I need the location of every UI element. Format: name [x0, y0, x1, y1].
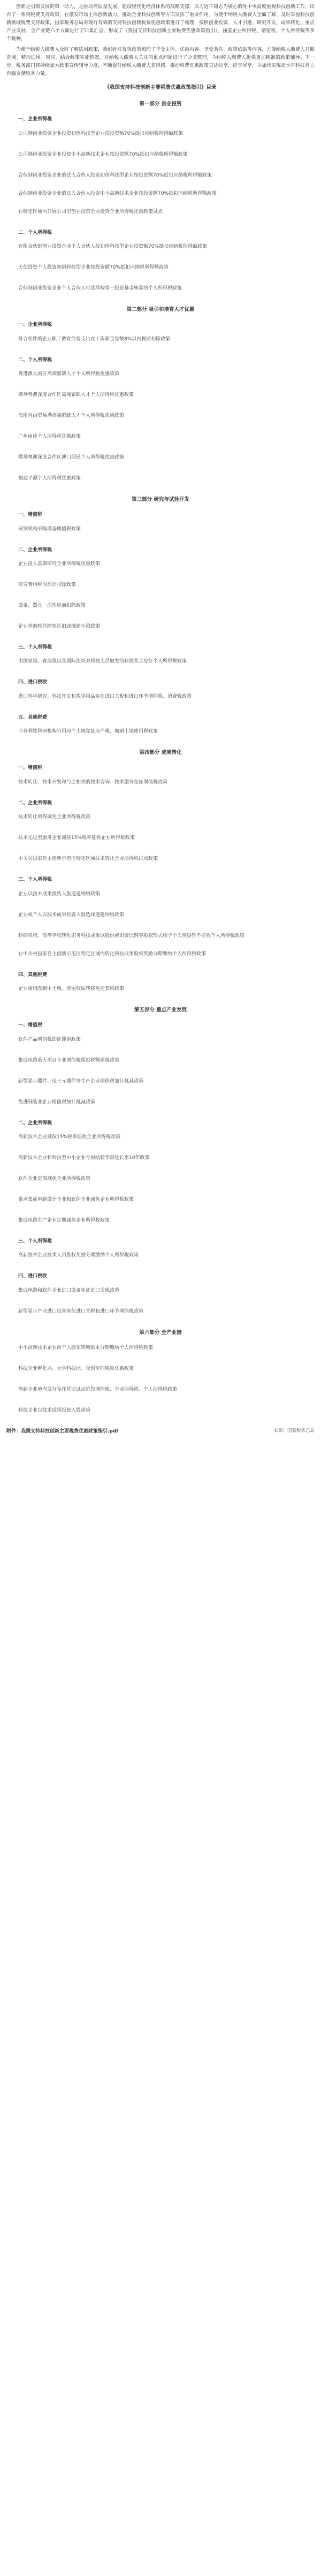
toc-item: 进口科学研究、科技开发和教学用品免征进口关税和进口环节增值税、消费税政策: [18, 693, 192, 699]
toc-item: 企业外购软件缩短折旧或摊销年限政策: [18, 624, 101, 630]
toc-item: 科研机构、高等学校转化职务科技成果以股份或出资比例等股权形式给予个人奖励暂不征收个人所得税政策: [18, 933, 245, 939]
section-title: 一、企业所得税: [18, 117, 52, 123]
intro-text: [6, 3, 315, 78]
toc-item: 重点集成电路设计企业和软件企业减免企业所得税政策: [18, 1196, 134, 1202]
intro-paragraph-1: 创新是引领发展的第一动力，是推动高质量发展、建设现代化经济体系的战略支撑。以习近平同志为核心的党中央高度重视科技创新工作，出台了一系列税费支持政策，在激发市场主体创新活力、推动企业科技创新等方面发挥了重要作用。为便于纳税人缴费人全面了解、及时掌握科技创新领域税费支持政策，国家税务总局对现行有效的支持科技创新税费优惠政策进行了梳理，按照创业投资、人才引进、研究开发、成果转化、重点产业发展、全产业链六个方面进行了归集汇总，形成了《我国支持科技创新主要税费优惠政策指引》，涵盖企业所得税、增值税、个人所得税等多个税种。: [6, 4, 315, 42]
toc-item: 有限合伙制创业投资企业个人合伙人按初创科技型企业投资额70%抵扣应纳税所得额政策: [18, 244, 208, 250]
toc-item: 技术转让所得减免企业所得税政策: [18, 814, 91, 820]
toc-item: 合伙制创业投资企业的法人合伙人投资初创科技型企业按投资额70%抵扣应纳税所得额政策: [18, 172, 212, 178]
section-title: 二、企业所得税: [18, 1120, 52, 1126]
source-note: 来源：国家税务总局: [273, 1428, 315, 1434]
part-title: 第四部分 成果转化: [139, 750, 182, 756]
part-title: 第一部分 创业投资: [139, 101, 182, 108]
toc-item: 企业以技术成果投资入股递延纳税政策: [18, 891, 101, 897]
toc-item: 新型显示器件、电子元器件等生产企业增值税加计抵减政策: [18, 1078, 144, 1084]
toc-item: 在特定区域内开展公司型创业投资企业投资企业所得税优惠政策试点: [18, 209, 163, 215]
toc-item: 新型显示产业进口设备免征进口关税和进口环节增值税政策: [18, 1308, 144, 1314]
toc-item: 高新技术企业技术人员股权奖励分期缴纳个人所得税政策: [18, 1253, 139, 1259]
toc-item: 由国家级、省部级以及国际组织对科技人员颁发的科技奖金免征个人所得税政策: [18, 659, 187, 665]
toc-item: 合伙制创业投资企业个人合伙人可选择按单一投资基金核算的个人所得税政策: [18, 286, 182, 292]
section-title: 二、个人所得税: [18, 357, 52, 363]
section-title: 二、企业所得税: [18, 547, 52, 553]
toc-item: 企业重组改制中土地、房屋权属转移免征契税政策: [18, 986, 125, 992]
toc-item: 科技企业以技术成果投资入股政策: [18, 1407, 91, 1413]
toc-item: 天使投资个人投资初创科技型企业按投资额70%抵扣应纳税所得额政策: [18, 265, 169, 271]
section-title: 一、增值税: [18, 1023, 43, 1028]
part-title: 第三部分 研究与试验开发: [132, 497, 189, 503]
toc-item: 海南自由贸易港高端紧缺人才个人所得税优惠政策: [18, 413, 125, 419]
toc-item: 科技企业孵化器、大学科技园、众创空间税收优惠政策: [18, 1366, 134, 1371]
toc-item: 粤港澳大湾区高端紧缺人才个人所得税优惠政策: [18, 371, 120, 377]
section-title: 四、进口税收: [18, 680, 48, 685]
toc-item: 横琴粤澳深度合作区高端紧缺人才个人所得税优惠政策: [18, 392, 134, 398]
toc-item: 福建平潭个人所得税优惠政策: [18, 476, 81, 482]
toc-item: 研发费用税前加计扣除政策: [18, 582, 77, 588]
section-title: 一、增值税: [18, 765, 43, 771]
attachment-link[interactable]: 附件：我国支持科技创新主要税费优惠政策指引.pdf: [6, 1428, 119, 1434]
intro-paragraph-2: 为便于纳税人缴费人及时了解适用政策，我们针对每项政策梳理了享受主体、优惠内容、享受条件、政策依据等内容，方便纳税人缴费人对照查阅、精准适用。同时，结合政策实施情况，对纳税人缴费人关注的重点问题进行了分类整理，为纳税人缴费人提供更加精准的政策辅导。下一步，税务部门将持续加大政策宣传辅导力度，不断提升纳税人缴费人获得感，推动税费优惠政策直达快享、应享尽享，为加快实现高水平科技自立自强贡献税务力量。: [6, 47, 315, 77]
toc-item: 集成电路生产企业定期减免企业所得税政策: [18, 1217, 110, 1223]
toc-item: 合伙制创业投资企业的法人合伙人投资中小高新技术企业按投资额70%抵扣应纳税所得额政策: [18, 190, 217, 196]
toc-item: 研发机构采购设备增值税政策: [18, 526, 81, 532]
toc-item: 软件产品增值税即征即退政策: [18, 1037, 81, 1042]
toc: [6, 100, 315, 1414]
section-title: 四、其他税费: [18, 972, 48, 978]
toc-item: 在中关村国家自主创新示范区特定区域内转化科技成果股权奖励分期缴纳个人所得税政策: [18, 951, 207, 957]
section-title: 四、进口税收: [18, 1274, 48, 1279]
toc-item: 企业或个人以技术成果投资入股选择递延纳税政策: [18, 912, 125, 918]
toc-item: 广州南沙个人所得税优惠政策: [18, 434, 81, 440]
section-title: 一、企业所得税: [18, 322, 52, 328]
toc-item: 非营利性科研机构自用房产土地免征房产税、城镇土地使用税政策: [18, 729, 158, 735]
section-title: 三、个人所得税: [18, 877, 52, 883]
toc-item: 高新技术企业减按15%税率征收企业所得税政策: [18, 1134, 121, 1140]
toc-item: 技术转让、技术开发和与之相关的技术咨询、技术服务免征增值税政策: [18, 779, 168, 785]
toc-item: 软件企业定期减免企业所得税政策: [18, 1176, 91, 1182]
toc-item: 集成电路重大项目企业增值税留抵税额退税政策: [18, 1057, 120, 1063]
toc-item: 中小高新技术企业向个人股东转增股本分期缴纳个人所得税政策: [18, 1345, 154, 1351]
part-title: 第五部分 重点产业发展: [134, 1007, 187, 1013]
section-title: 三、个人所得税: [18, 645, 52, 651]
section-title: 二、个人所得税: [18, 230, 52, 235]
part-title: 第二部分 吸引和培育人才优惠: [126, 307, 195, 313]
toc-item: 中关村国家自主创新示范区特定区域技术转让企业所得税试点政策: [18, 856, 158, 862]
section-title: 二、企业所得税: [18, 800, 52, 806]
toc-title: 《我国支持科技创新主要税费优惠政策指引》目录: [104, 85, 217, 90]
part-title: 第六部分 全产业链: [139, 1329, 182, 1336]
toc-item: 横琴粤澳深度合作区澳门居民个人所得税优惠政策: [18, 455, 125, 461]
toc-item: 企业投入基础研究企业所得税优惠政策: [18, 561, 101, 567]
section-title: 五、其他税费: [18, 714, 48, 720]
toc-item: 集成电路和软件企业进口设备免征进口关税政策: [18, 1287, 120, 1293]
section-title: 一、增值税: [18, 512, 43, 518]
toc-item: 高新技术企业和科技型中小企业亏损结转年限延长至10年政策: [18, 1155, 150, 1161]
toc-item: 符合条件的企业职工教育经费支出在工资薪金总额8%以内税前扣除政策: [18, 336, 171, 342]
toc-item: 技术先进型服务企业减按15%税率征收企业所得税政策: [18, 835, 135, 841]
toc-item: 先进制造业企业增值税加计抵减政策: [18, 1099, 96, 1105]
section-title: 三、个人所得税: [18, 1238, 52, 1244]
toc-item: 公司制创业投资企业投资初创科技型企业按投资额70%抵扣应纳税所得额政策: [18, 131, 184, 136]
toc-item: 公司制创业投资企业投资中小高新技术企业按投资额70%抵扣应纳税所得额政策: [18, 151, 188, 157]
toc-item: 创新企业境内发行存托凭证试点阶段增值税、企业所得税、个人所得税政策: [18, 1386, 178, 1392]
toc-item: 设备、器具一次性税前扣除政策: [18, 603, 86, 609]
